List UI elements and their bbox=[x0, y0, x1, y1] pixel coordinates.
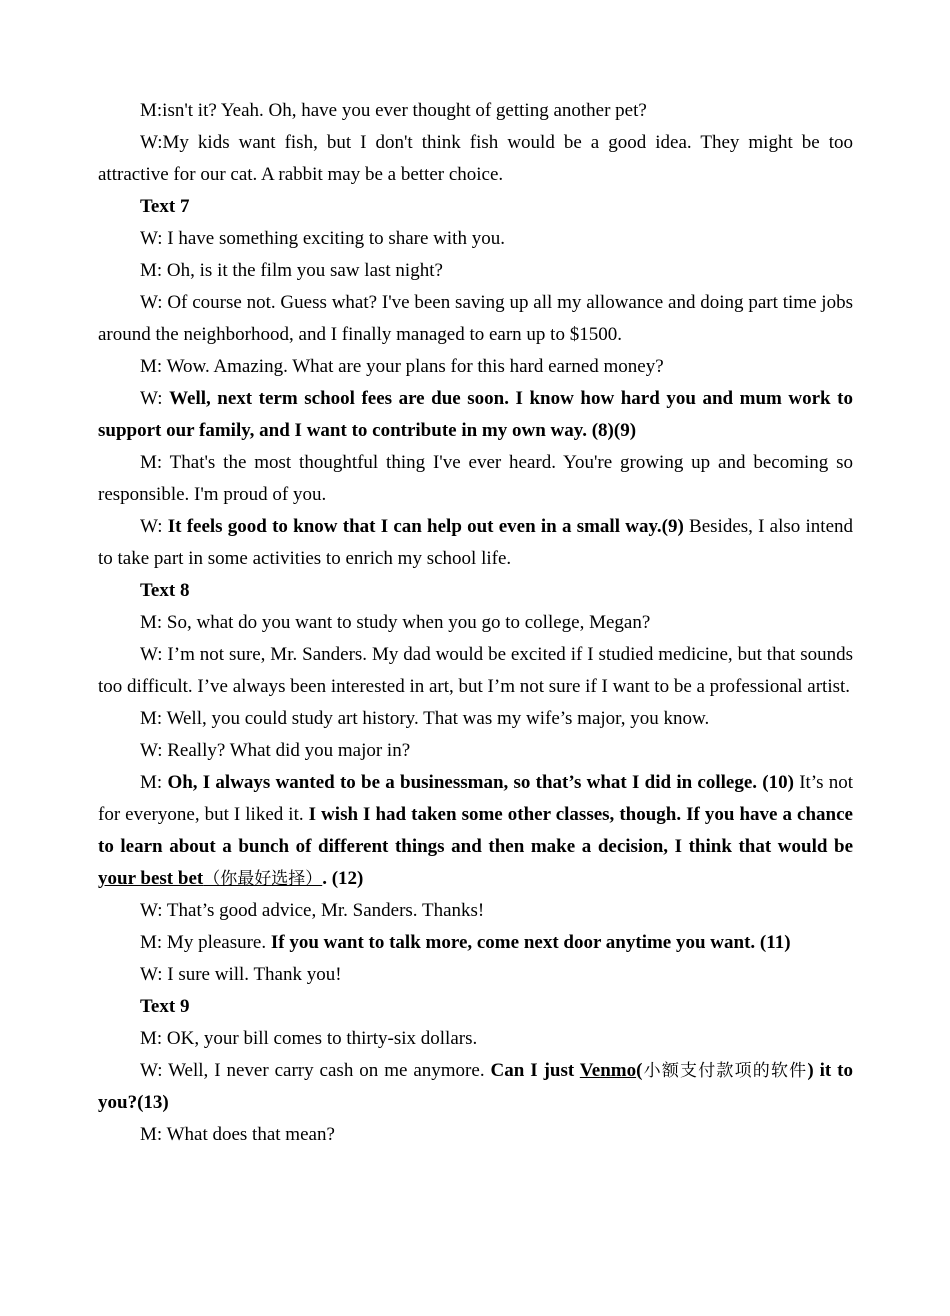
bold-answer: Oh, I always wanted to be a businessman, so that’s what I did in college. (10) bbox=[167, 772, 794, 793]
dialogue-line: W: I have something exciting to share with you. bbox=[140, 228, 505, 249]
plain-text: W: Well, I never carry cash on me anymore. bbox=[140, 1060, 491, 1081]
dialogue-line bbox=[98, 383, 853, 447]
dialogue-line bbox=[98, 767, 853, 895]
document-page bbox=[98, 95, 853, 1151]
section-heading-text8: Text 8 bbox=[140, 580, 190, 601]
speaker: W: bbox=[140, 516, 168, 537]
dialogue-line: W:My kids want fish, but I don't think fish would be a good idea. They might be too attractive for our cat. A rabbit may be a better choice. bbox=[98, 132, 853, 185]
dialogue-line: M: That's the most thoughtful thing I've ever heard. You're growing up and becoming so responsible. I'm proud of you. bbox=[98, 452, 853, 505]
bold-answer: Can I just bbox=[490, 1060, 580, 1081]
dialogue-line: W: I’m not sure, Mr. Sanders. My dad would be excited if I studied medicine, but that sounds too difficult. I’ve always been interested in art, but I’m not sure if I want to be a professional artist. bbox=[98, 644, 853, 697]
dialogue-line: M: So, what do you want to study when you go to college, Megan? bbox=[140, 612, 651, 633]
dialogue-line: W: That’s good advice, Mr. Sanders. Thanks! bbox=[140, 900, 485, 921]
dialogue-line bbox=[98, 511, 853, 575]
chinese-gloss: （你最好选择） bbox=[203, 869, 323, 889]
dialogue-line: W: Of course not. Guess what? I've been saving up all my allowance and doing part time jobs around the neighborhood, and I finally managed to earn up to $1500. bbox=[98, 292, 853, 345]
dialogue-line: M: OK, your bill comes to thirty-six dollars. bbox=[140, 1028, 478, 1049]
bold-answer: It feels good to know that I can help out even in a small way.(9) bbox=[167, 516, 684, 537]
dialogue-line: M: Wow. Amazing. What are your plans for this hard earned money? bbox=[140, 356, 664, 377]
dialogue-line: W: Really? What did you major in? bbox=[140, 740, 411, 761]
dialogue-line: W: I sure will. Thank you! bbox=[140, 964, 342, 985]
bold-answer: . (12) bbox=[322, 868, 364, 889]
bold-answer: Well, next term school fees are due soon. I know how hard you and mum work to support our family, and I want to contribute in my own way. (8)(9) bbox=[98, 388, 853, 441]
underlined-phrase: Venmo bbox=[579, 1060, 637, 1081]
plain-text: It’s not for everyone, but I liked it. bbox=[98, 772, 853, 825]
speaker: W: bbox=[140, 388, 170, 409]
bold-answer: ) it to you?(13) bbox=[98, 1060, 853, 1113]
dialogue-line: M: Oh, is it the film you saw last night? bbox=[140, 260, 443, 281]
dialogue-line bbox=[98, 927, 853, 959]
chinese-gloss: 小额支付款项的软件 bbox=[642, 1061, 808, 1081]
section-heading-text9: Text 9 bbox=[140, 996, 190, 1017]
dialogue-line bbox=[98, 1055, 853, 1119]
speaker: M: bbox=[140, 772, 168, 793]
plain-text: Besides, I also intend to take part in some activities to enrich my school life. bbox=[98, 516, 854, 569]
underlined-phrase: your best bet bbox=[98, 868, 204, 889]
bold-answer: I wish I had taken some other classes, though. If you have a chance to learn about a bunch of different things and then make a decision, I think that would be bbox=[98, 804, 853, 857]
bold-answer: ( bbox=[636, 1060, 643, 1081]
bold-answer: If you want to talk more, come next door anytime you want. (11) bbox=[270, 932, 791, 953]
dialogue-line: M: Well, you could study art history. That was my wife’s major, you know. bbox=[140, 708, 710, 729]
dialogue-line: M: What does that mean? bbox=[140, 1124, 335, 1145]
section-heading-text7: Text 7 bbox=[140, 196, 190, 217]
dialogue-line: M:isn't it? Yeah. Oh, have you ever thought of getting another pet? bbox=[140, 100, 647, 121]
plain-text: M: My pleasure. bbox=[140, 932, 271, 953]
